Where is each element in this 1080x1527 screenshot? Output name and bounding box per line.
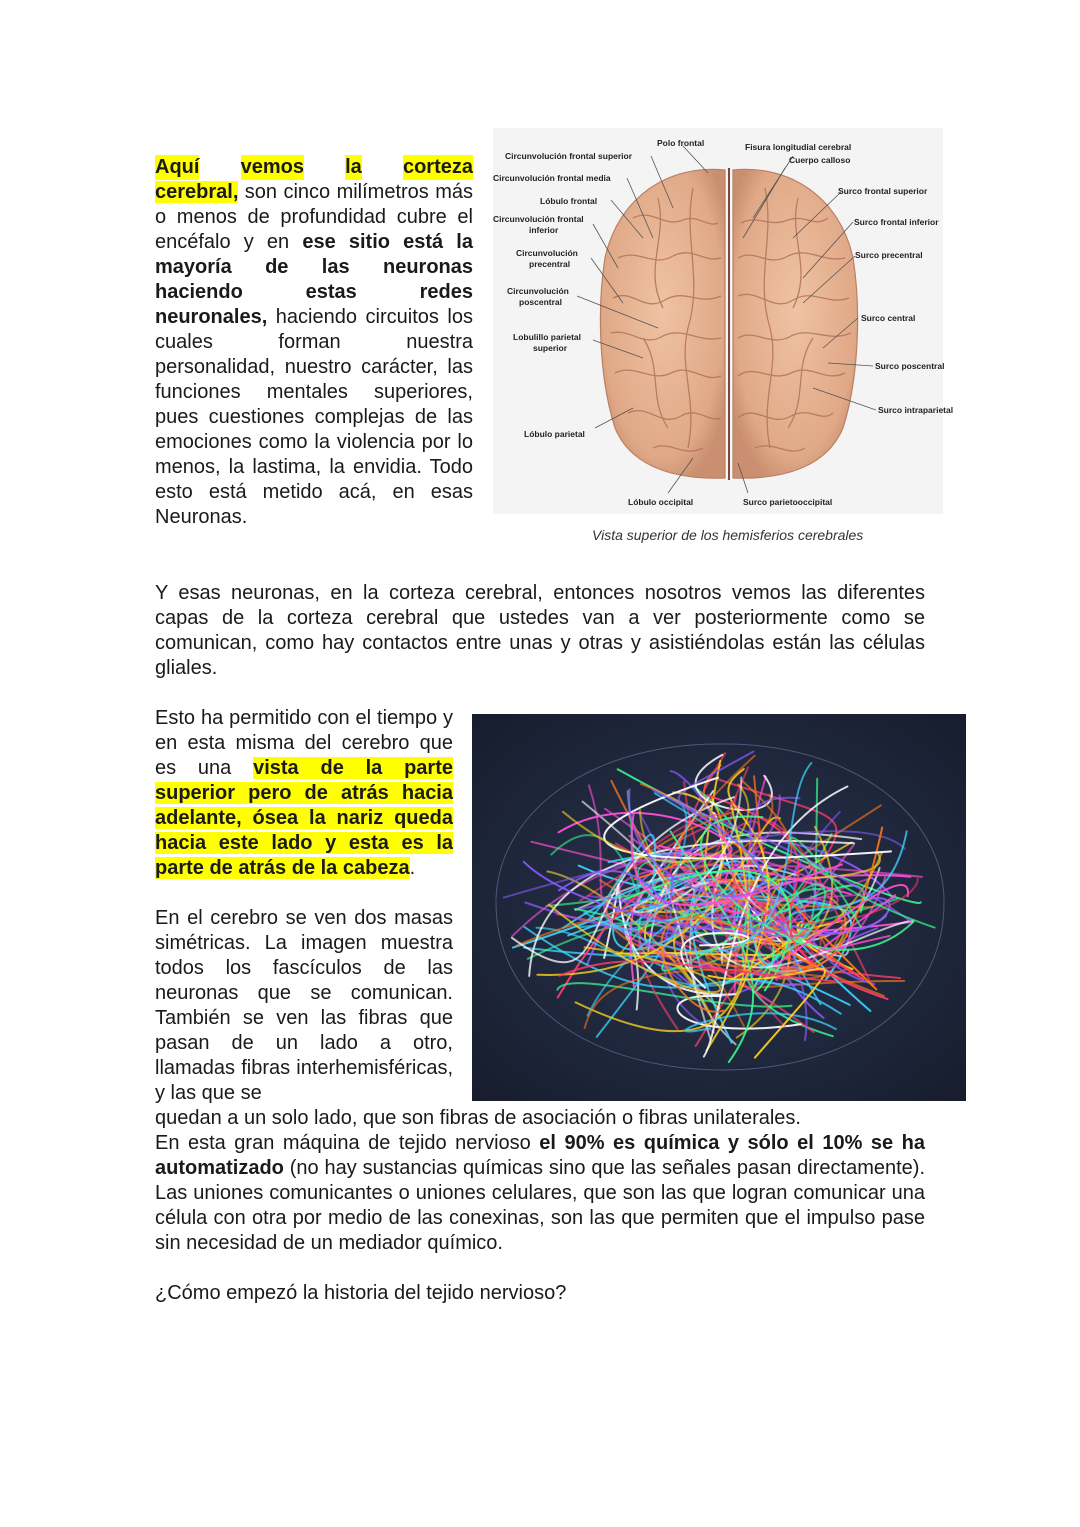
- text-run: .: [409, 857, 416, 879]
- label-lobulo-parietal: Lóbulo parietal: [524, 429, 585, 439]
- label-lobulillo-parietal: Lobulillo parietal: [513, 332, 582, 342]
- label-circ-poscentral: Circunvolución: [507, 286, 569, 296]
- chemistry-paragraph: [155, 1131, 925, 1256]
- highlight-word: vemos: [240, 156, 304, 178]
- label-lobulo-frontal: Lóbulo frontal: [540, 196, 598, 206]
- highlight-word: corteza: [402, 156, 473, 178]
- text-run: haciendo circuitos los cuales forman nuestra personalidad, nuestro carácter, las funciones mentales superiores, pues cuestiones complejas de las emociones como la violencia por lo menos, la lastima, la envidia. Todo esto está metido acá, en esas Neuronas.: [155, 306, 473, 528]
- text-run: En esta gran máquina de tejido nervioso: [155, 1132, 540, 1154]
- highlight-word: Aquí: [155, 156, 200, 178]
- intro-paragraph: [155, 155, 473, 530]
- label-circ-frontal-media: Circunvolución frontal media: [493, 173, 611, 183]
- highlight-word: la: [345, 156, 362, 178]
- label-surco-poscentral: Surco poscentral: [875, 361, 945, 371]
- highlight-run: vista de la parte superior pero de atrás hacia adelante, ósea la nariz queda hacia este lado y esta es la parte de atrás de la cabeza: [155, 757, 453, 879]
- figure-caption: Vista superior de los hemisferios cerebrales: [592, 527, 864, 543]
- tractography-image: [472, 714, 979, 1101]
- text-run: Esto ha permitido con el tiempo y en esta misma del cerebro que es una: [155, 707, 453, 779]
- label-circ-frontal-superior: Circunvolución frontal superior: [505, 151, 633, 161]
- highlight-word: cerebral,: [155, 181, 239, 203]
- label-cuerpo-calloso: Cuerpo calloso: [789, 155, 851, 165]
- history-question: ¿Cómo empezó la historia del tejido nervioso?: [155, 1282, 567, 1304]
- bold-run: ese sitio está la mayoría de las neuronas haciendo estas redes neuronales,: [155, 231, 473, 328]
- label-surco-central: Surco central: [861, 313, 916, 323]
- view-paragraph: [155, 706, 453, 881]
- label-surco-precentral: Surco precentral: [855, 250, 923, 260]
- brain-anatomy-figure: [493, 128, 965, 516]
- symmetric-masses-paragraph: En el cerebro se ven dos masas simétricas. La imagen muestra todos los fascículos de las neuronas que se comunican. También se ven las fibras que pasan de un lado a otro, llamadas fibras interhemisféricas, y las que se: [155, 907, 453, 1104]
- label-circ-poscentral-2: poscentral: [519, 297, 562, 307]
- label-surco-intraparietal: Surco intraparietal: [878, 405, 954, 415]
- label-surco-frontal-superior: Surco frontal superior: [838, 186, 928, 196]
- label-lobulo-occipital: Lóbulo occipital: [628, 497, 694, 507]
- neurons-paragraph: Y esas neuronas, en la corteza cerebral, entonces nosotros vemos las diferentes capas de la corteza cerebral que ustedes van a ver posteriormente como se comunican, como hay contactos entre unas y otras y asistiéndolas están las células gliales.: [155, 582, 925, 679]
- intro-first-line: [155, 155, 473, 180]
- label-surco-parietooccipital: Surco parietooccipital: [743, 497, 833, 507]
- text-run: (no hay sustancias químicas sino que las señales pasan directamente). Las uniones comunicantes o uniones celulares, que son las que logran comunicar una célula con otra por medio de las conexinas, son las que permiten que el impulso pase sin necesidad de un mediador químico.: [155, 1157, 925, 1254]
- label-fisura-longitudinal: Fisura longitudial cerebral: [745, 142, 852, 152]
- tractography-figure: [472, 714, 979, 1101]
- text-run: son cinco milímetros más o menos de profundidad cubre el encéfalo y en: [155, 181, 473, 253]
- intro-body: [155, 180, 473, 530]
- label-circ-frontal-inferior-2: inferior: [529, 225, 559, 235]
- bold-run: el 90% es química y sólo el 10% se ha automatizado: [155, 1132, 925, 1179]
- brain-anatomy-diagram: [493, 128, 965, 516]
- label-circ-frontal-inferior: Circunvolución frontal: [493, 214, 584, 224]
- label-surco-frontal-inferior: Surco frontal inferior: [854, 217, 939, 227]
- symmetric-masses-paragraph-end: quedan a un solo lado, que son fibras de asociación o fibras unilaterales.: [155, 1107, 801, 1129]
- label-circ-precentral-2: precentral: [529, 259, 571, 269]
- label-circ-precentral: Circunvolución: [516, 248, 578, 258]
- label-polo-frontal: Polo frontal: [657, 138, 705, 148]
- label-lobulillo-parietal-2: superior: [533, 343, 568, 353]
